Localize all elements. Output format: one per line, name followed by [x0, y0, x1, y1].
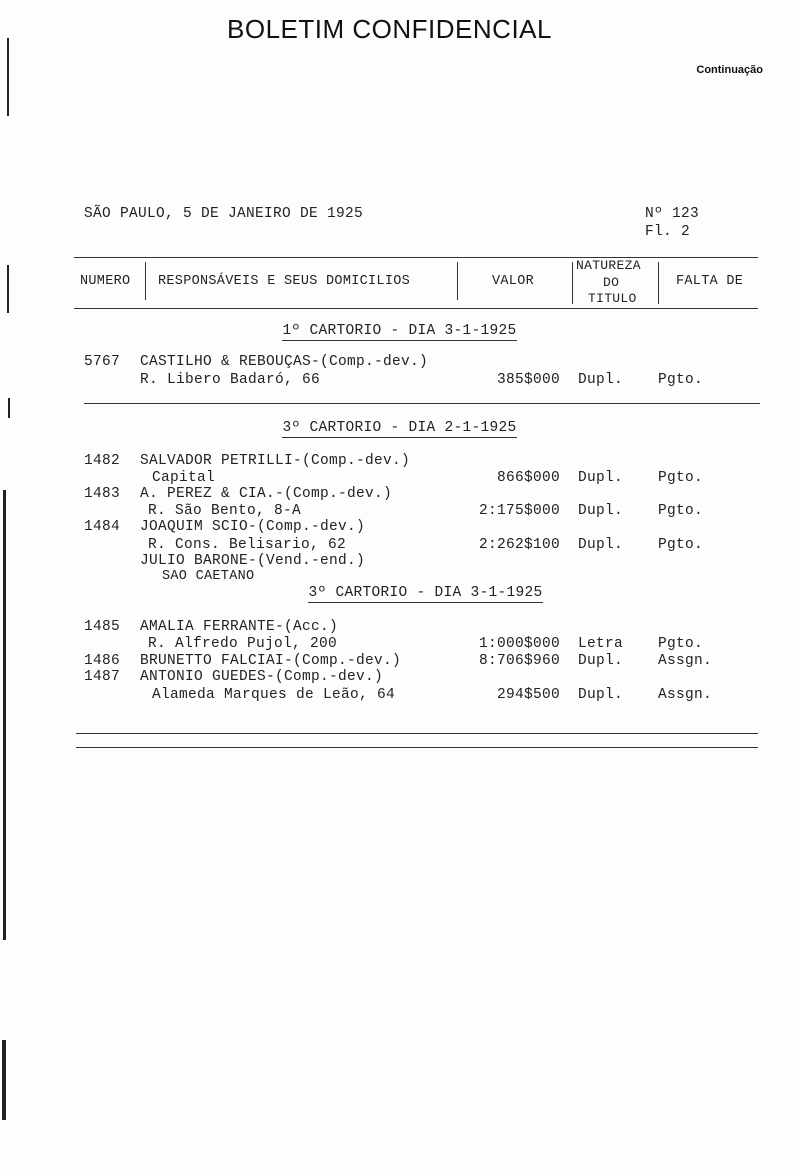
row-falta: Assgn.: [658, 653, 713, 669]
section-title: [0, 585, 799, 601]
col-header-natureza-2: DO: [603, 275, 620, 290]
closing-rule-top: [76, 733, 758, 734]
row-natureza: Dupl.: [578, 372, 624, 388]
closing-rule-bottom: [76, 747, 758, 748]
row-valor: 294$500: [496, 687, 560, 703]
row-party: CASTILHO & REBOUÇAS-(Comp.-dev.): [140, 354, 429, 370]
row-valor: 2:175$000: [478, 503, 560, 519]
row-address: R. Alfredo Pujol, 200: [148, 636, 338, 652]
row-endorser: JULIO BARONE-(Vend.-end.): [140, 553, 366, 569]
row-address: R. Libero Badaró, 66: [140, 372, 321, 388]
row-numero: 5767: [84, 354, 121, 370]
section-title-text: 3º CARTORIO - DIA 2-1-1925: [282, 420, 517, 436]
col-divider-4: [658, 262, 659, 304]
row-endorser-city: SAO CAETANO: [162, 569, 255, 584]
scan-edge-mark: [7, 265, 9, 313]
bulletin-number: Nº 123: [645, 206, 700, 222]
section-title: [0, 420, 799, 436]
scan-edge-mark: [8, 398, 10, 418]
scan-edge-mark: [3, 490, 6, 940]
row-natureza: Dupl.: [578, 537, 624, 553]
row-valor: 385$000: [496, 372, 560, 388]
row-falta: Pgto.: [658, 372, 704, 388]
row-valor: 1:000$000: [478, 636, 560, 652]
scan-edge-mark: [7, 38, 9, 116]
row-address: Alameda Marques de Leão, 64: [152, 687, 396, 703]
row-natureza: Dupl.: [578, 470, 624, 486]
col-header-natureza-3: TITULO: [588, 291, 637, 306]
row-address: Capital: [152, 470, 216, 486]
document-title: BOLETIM CONFIDENCIAL: [227, 14, 552, 44]
col-divider-2: [457, 262, 458, 300]
row-natureza: Dupl.: [578, 687, 624, 703]
row-numero: 1484: [84, 519, 121, 535]
row-address: R. Cons. Belisario, 62: [148, 537, 347, 553]
row-numero: 1485: [84, 619, 121, 635]
row-falta: Pgto.: [658, 503, 704, 519]
row-party: SALVADOR PETRILLI-(Comp.-dev.): [140, 453, 411, 469]
row-natureza: Dupl.: [578, 503, 624, 519]
continuation-label: Continuação: [696, 64, 763, 76]
section-divider: [84, 403, 760, 404]
row-falta: Pgto.: [658, 537, 704, 553]
scan-edge-mark: [2, 1040, 6, 1120]
row-falta: Assgn.: [658, 687, 713, 703]
col-divider-3: [572, 262, 573, 304]
col-header-natureza-1: NATUREZA: [576, 258, 641, 273]
row-numero: 1487: [84, 669, 121, 685]
row-falta: Pgto.: [658, 636, 704, 652]
sheet-number: Fl. 2: [645, 224, 691, 240]
col-header-falta: FALTA DE: [676, 274, 744, 289]
place-date: SÃO PAULO, 5 DE JANEIRO DE 1925: [84, 206, 364, 222]
row-numero: 1483: [84, 486, 121, 502]
row-party: JOAQUIM SCIO-(Comp.-dev.): [140, 519, 366, 535]
row-natureza: Dupl.: [578, 653, 624, 669]
row-valor: 866$000: [496, 470, 560, 486]
row-numero: 1486: [84, 653, 121, 669]
col-header-valor: VALOR: [492, 274, 535, 289]
section-title: [0, 323, 799, 339]
row-valor: 2:262$100: [478, 537, 560, 553]
section-title-text: 1º CARTORIO - DIA 3-1-1925: [282, 323, 517, 339]
row-party: A. PEREZ & CIA.-(Comp.-dev.): [140, 486, 393, 502]
row-party: BRUNETTO FALCIAI-(Comp.-dev.): [140, 653, 402, 669]
section-title-text: 3º CARTORIO - DIA 3-1-1925: [308, 585, 543, 601]
table-header-bottom-rule: [74, 308, 758, 309]
col-header-responsaveis: RESPONSÁVEIS E SEUS DOMICILIOS: [158, 274, 411, 289]
row-natureza: Letra: [578, 636, 624, 652]
col-header-numero: NUMERO: [80, 274, 131, 289]
row-address: R. São Bento, 8-A: [148, 503, 302, 519]
row-party: AMALIA FERRANTE-(Acc.): [140, 619, 339, 635]
row-valor: 8:706$960: [478, 653, 560, 669]
col-divider-1: [145, 262, 146, 300]
table-header-top-rule: [74, 257, 758, 258]
row-party: ANTONIO GUEDES-(Comp.-dev.): [140, 669, 384, 685]
row-falta: Pgto.: [658, 470, 704, 486]
row-numero: 1482: [84, 453, 121, 469]
